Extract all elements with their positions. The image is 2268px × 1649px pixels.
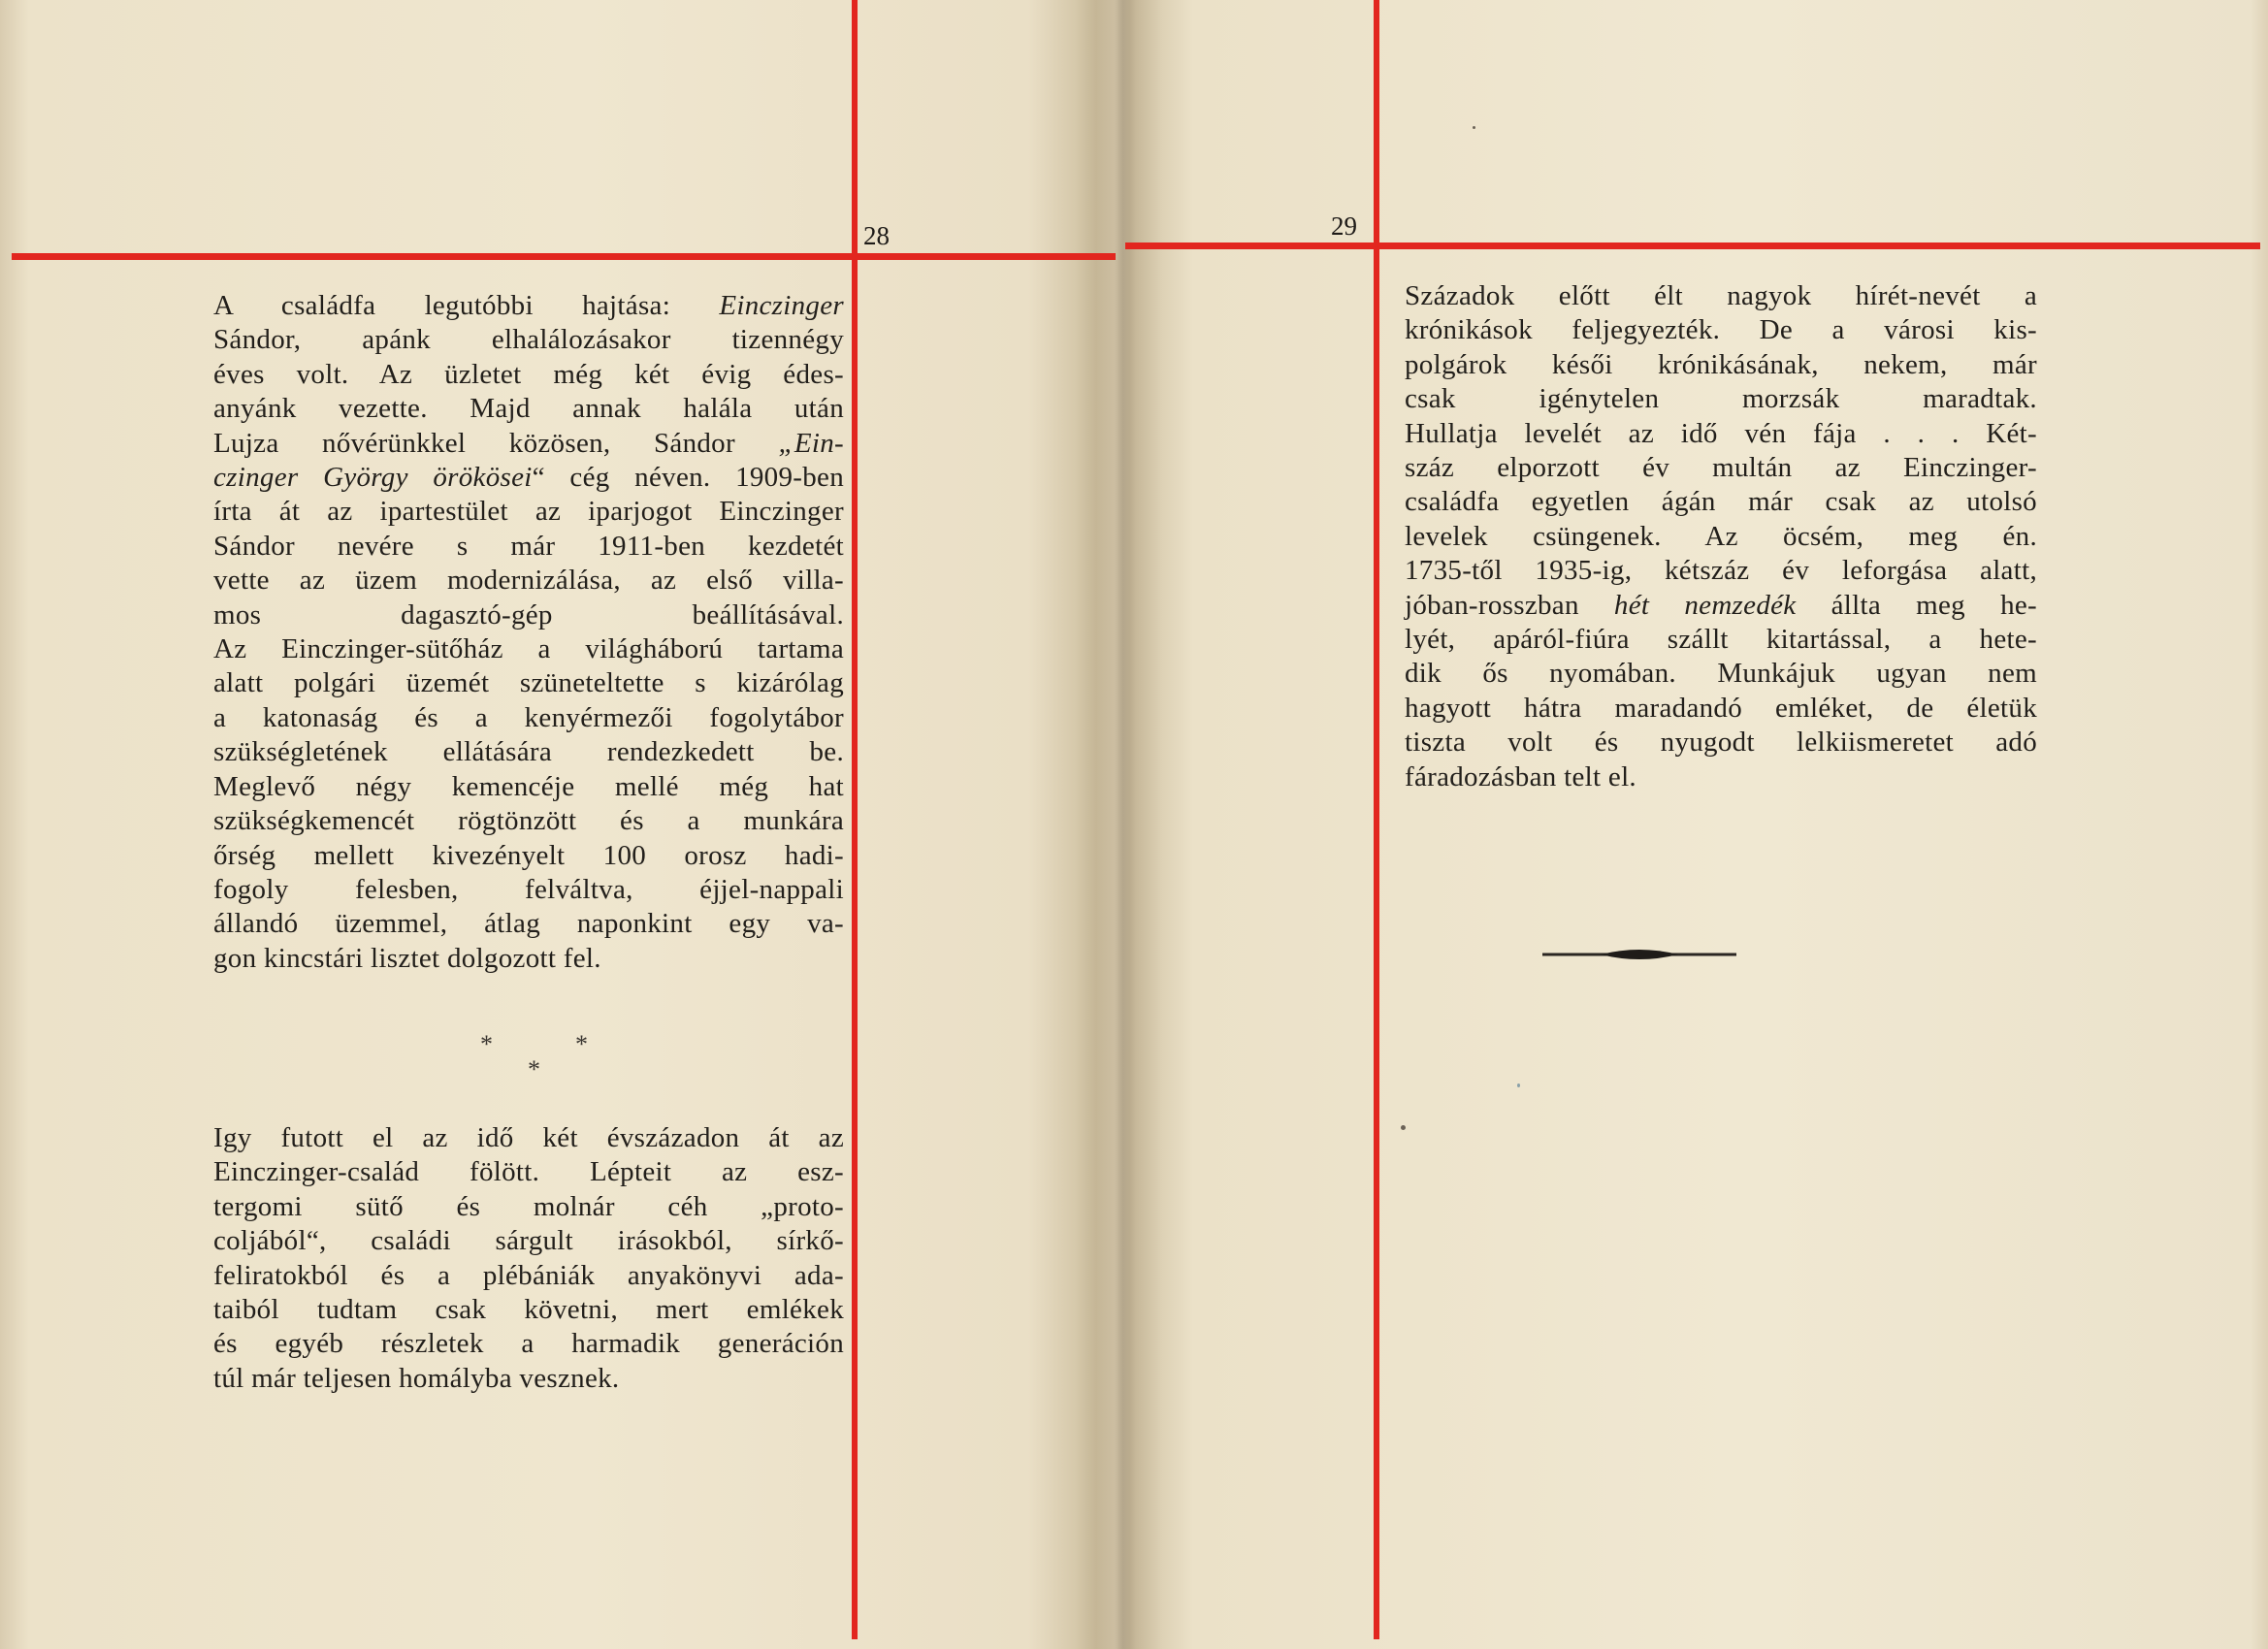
- text-segment: szükségletének ellátására rendezkedett be.: [213, 736, 844, 768]
- text-line: [1405, 589, 2037, 623]
- text-segment: vette az üzem modernizálása, az első villa-: [213, 565, 844, 597]
- text-segment: anyánk vezette. Majd annak halála után: [213, 393, 844, 425]
- text-segment: A családfa legutóbbi hajtása:: [213, 290, 720, 321]
- text-line: [1405, 348, 2037, 382]
- text-segment: mos dagasztó-gép beállításával.: [213, 598, 844, 630]
- page-number-left: 28: [863, 221, 890, 250]
- text-line: [1405, 760, 2037, 794]
- text-segment: Századok előtt élt nagyok hírét-nevét a: [1405, 280, 2037, 311]
- text-segment: lyét, apáról-fiúra szállt kitartással, a hete-: [1405, 624, 2037, 656]
- text-line: [1405, 313, 2037, 347]
- text-line: [1405, 520, 2037, 554]
- right-top-rule: [1125, 242, 2260, 249]
- text-segment: éves volt. Az üzletet még két évig édes-: [213, 358, 844, 390]
- text-line: [213, 598, 844, 632]
- left-page: [12, 0, 1116, 1649]
- text-line: [1405, 657, 2037, 691]
- text-segment: családfa egyetlen ágán már csak az utolsó: [1405, 486, 2037, 518]
- text-segment: dik ős nyomában. Munkájuk ugyan nem: [1405, 658, 2037, 690]
- italic-text: hét nemzedék: [1613, 589, 1797, 621]
- text-line: [213, 358, 844, 392]
- text-line: [213, 1293, 844, 1327]
- text-line: [213, 804, 844, 838]
- text-segment: Einczinger-család fölött. Lépteit az esz-: [213, 1156, 844, 1188]
- text-segment: állandó üzemmel, átlag naponkint egy va-: [213, 908, 844, 940]
- text-line: [213, 701, 844, 735]
- text-segment: taiból tudtam csak követni, mert emlékek: [213, 1294, 844, 1326]
- paper-speck: [1517, 1083, 1520, 1087]
- text-line: [213, 289, 844, 323]
- text-segment: fogoly felesben, felváltva, éjjel-nappali: [213, 873, 844, 905]
- text-segment: Lujza nővérünkkel közösen, Sándor: [213, 427, 779, 459]
- text-segment: a katonaság és a kenyérmezői fogolytábor: [213, 701, 844, 733]
- left-paragraph-2: [213, 1121, 844, 1396]
- text-segment: túl már teljesen homályba vesznek.: [213, 1362, 620, 1394]
- text-line: [213, 735, 844, 769]
- text-segment: polgárok késői krónikásának, nekem, már: [1405, 348, 2037, 380]
- asterism-star: *: [575, 1030, 588, 1058]
- text-segment: levelek csüngenek. Az öcsém, meg én.: [1405, 520, 2037, 552]
- right-margin-rule: [1374, 0, 1379, 1639]
- left-margin-rule: [852, 0, 858, 1639]
- left-paragraph-1: [213, 289, 844, 976]
- text-line: [213, 323, 844, 357]
- text-segment: őrség mellett kivezényelt 100 orosz hadi-: [213, 839, 844, 871]
- italic-text: „Ein-: [778, 427, 844, 459]
- text-segment: Sándor nevére s már 1911-ben kezdetét: [213, 530, 844, 562]
- text-line: [213, 495, 844, 529]
- text-segment: Meglevő négy kemencéje mellé még hat: [213, 770, 844, 802]
- asterism-star: *: [480, 1030, 493, 1058]
- text-segment: szükségkemencét rögtönzött és a munkára: [213, 805, 844, 837]
- text-line: [1405, 623, 2037, 657]
- text-line: [1405, 692, 2037, 726]
- text-line: [213, 530, 844, 564]
- text-segment: hagyott hátra maradandó emléket, de életük: [1405, 692, 2037, 724]
- text-segment: írta át az ipartestület az iparjogot Einczinger: [213, 496, 844, 528]
- italic-text: czinger György örökösei: [213, 462, 533, 494]
- text-segment: feliratokból és a plébániák anyakönyvi ada-: [213, 1259, 844, 1291]
- text-segment: száz elporzott év multán az Einczinger-: [1405, 452, 2037, 484]
- text-segment: fáradozásban telt el.: [1405, 760, 1636, 792]
- text-line: [213, 1259, 844, 1293]
- text-line: [213, 1362, 844, 1396]
- text-segment: tergomi sütő és molnár céh „proto-: [213, 1190, 844, 1222]
- text-line: [1405, 382, 2037, 416]
- text-segment: Igy futott el az idő két évszázadon át az: [213, 1122, 844, 1153]
- text-line: [213, 632, 844, 666]
- text-line: [213, 1224, 844, 1258]
- text-line: [1405, 485, 2037, 519]
- text-line: [213, 461, 844, 495]
- text-line: [213, 392, 844, 426]
- text-line: [213, 564, 844, 598]
- section-asterism: [472, 1030, 608, 1088]
- text-line: [213, 666, 844, 700]
- text-line: [1405, 279, 2037, 313]
- text-line: [213, 942, 844, 976]
- text-segment: jóban-rosszban: [1405, 589, 1614, 621]
- end-ornament-icon: [1542, 945, 1736, 964]
- page-number-right: 29: [1331, 211, 1357, 241]
- text-line: [1405, 417, 2037, 451]
- right-page: [1125, 0, 2260, 1649]
- text-line: [1405, 554, 2037, 588]
- asterism-star: *: [528, 1055, 540, 1083]
- text-segment: csak igénytelen morzsák maradtak.: [1405, 383, 2037, 415]
- italic-text: Einczinger: [719, 290, 844, 321]
- text-line: [1405, 726, 2037, 760]
- text-segment: állta meg he-: [1796, 589, 2038, 621]
- text-segment: coljából“, családi sárgult irásokból, sírkő-: [213, 1225, 844, 1257]
- text-segment: 1735-től 1935-ig, kétszáz év leforgása alatt,: [1405, 555, 2037, 587]
- text-segment: tiszta volt és nyugodt lelkiismeretet adó: [1405, 727, 2037, 759]
- text-segment: krónikások feljegyezték. De a városi kis-: [1405, 314, 2037, 346]
- text-line: [213, 839, 844, 873]
- text-segment: gon kincstári lisztet dolgozott fel.: [213, 942, 601, 974]
- text-line: [213, 1190, 844, 1224]
- paper-speck: [1473, 126, 1475, 129]
- text-segment: alatt polgári üzemét szüneteltette s kizárólag: [213, 667, 844, 699]
- text-segment: Hullatja levelét az idő vén fája . . . Két-: [1405, 417, 2037, 449]
- paper-speck: [1401, 1125, 1406, 1130]
- text-line: [213, 873, 844, 907]
- text-segment: Az Einczinger-sütőház a világháború tartama: [213, 633, 844, 665]
- text-line: [213, 770, 844, 804]
- text-line: [213, 1121, 844, 1155]
- text-line: [213, 1327, 844, 1361]
- left-top-rule: [12, 253, 1116, 260]
- text-line: [213, 1155, 844, 1189]
- text-segment: Sándor, apánk elhalálozásakor tizennégy: [213, 324, 844, 356]
- text-segment: “ cég néven. 1909-ben: [532, 462, 845, 494]
- right-paragraph: [1405, 279, 2037, 794]
- text-line: [213, 907, 844, 941]
- text-line: [213, 427, 844, 461]
- text-segment: és egyéb részletek a harmadik generáción: [213, 1328, 844, 1360]
- text-line: [1405, 451, 2037, 485]
